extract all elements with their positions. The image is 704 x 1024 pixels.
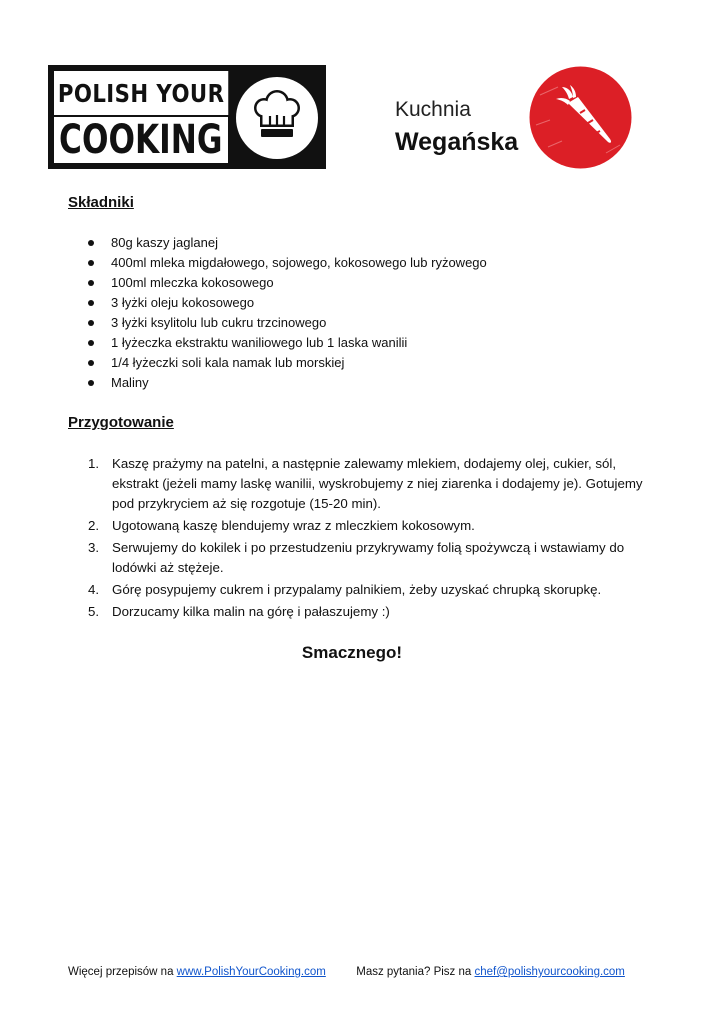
- step-text: Serwujemy do kokilek i po przestudzeniu przykrywamy folią spożywczą i wstawiamy do lodówki aż stężeje.: [112, 540, 625, 575]
- list-item: 80g kaszy jaglanej: [86, 233, 487, 253]
- preparation-steps: [86, 454, 646, 624]
- step-number: 5.: [88, 604, 100, 619]
- cuisine-name: Wegańska: [395, 128, 519, 156]
- step-text: Ugotowaną kaszę blendujemy wraz z mleczkiem kokosowym.: [112, 518, 475, 533]
- list-item: 3 łyżki ksylitolu lub cukru trzcinowego: [86, 313, 487, 333]
- footer: [68, 966, 625, 978]
- website-link[interactable]: www.PolishYourCooking.com: [176, 966, 326, 978]
- logo-line-1: POLISH YOUR: [54, 71, 228, 115]
- email-link[interactable]: chef@polishyourcooking.com: [474, 966, 625, 978]
- ingredients-heading: Składniki: [68, 194, 134, 211]
- step-text: Dorzucamy kilka malin na górę i pałaszujemy :): [112, 604, 390, 619]
- list-item: [86, 454, 646, 514]
- carrot-icon: [528, 65, 633, 170]
- preparation-heading: Przygotowanie: [68, 414, 174, 431]
- closing-text: Smacznego!: [301, 643, 403, 662]
- list-item: [86, 516, 646, 536]
- list-item: 3 łyżki oleju kokosowego: [86, 293, 487, 313]
- list-item: 1 łyżeczka ekstraktu waniliowego lub 1 laska wanilii: [86, 333, 487, 353]
- footer-questions-text: Masz pytania? Pisz na: [356, 966, 472, 978]
- ingredients-list: [86, 233, 487, 393]
- cuisine-label: Kuchnia: [395, 98, 471, 121]
- list-item: [86, 538, 646, 578]
- step-text: Kaszę prażymy na patelni, a następnie zalewamy mlekiem, dodajemy olej, cukier, sól, ekstrakt (jeżeli mamy laskę wanilii, wyskrobujemy z niej ziarenka i dodajemy je). Gotujemy pod przykryciem aż się rozgotuje (15-20 min).: [112, 456, 643, 511]
- list-item: Maliny: [86, 373, 487, 393]
- logo: [48, 65, 326, 169]
- step-number: 4.: [88, 582, 100, 597]
- chef-hat-icon: [234, 75, 320, 161]
- logo-line-2: COOKING: [54, 117, 228, 163]
- step-text: Górę posypujemy cukrem i przypalamy palnikiem, żeby uzyskać chrupką skorupkę.: [112, 582, 602, 597]
- list-item: 400ml mleka migdałowego, sojowego, kokosowego lub ryżowego: [86, 253, 487, 273]
- list-item: [86, 580, 646, 600]
- list-item: 100ml mleczka kokosowego: [86, 273, 487, 293]
- step-number: 1.: [88, 456, 100, 471]
- list-item: 1/4 łyżeczki soli kala namak lub morskiej: [86, 353, 487, 373]
- step-number: 3.: [88, 540, 100, 555]
- list-item: [86, 602, 646, 622]
- step-number: 2.: [88, 518, 100, 533]
- footer-more-text: Więcej przepisów na: [68, 966, 174, 978]
